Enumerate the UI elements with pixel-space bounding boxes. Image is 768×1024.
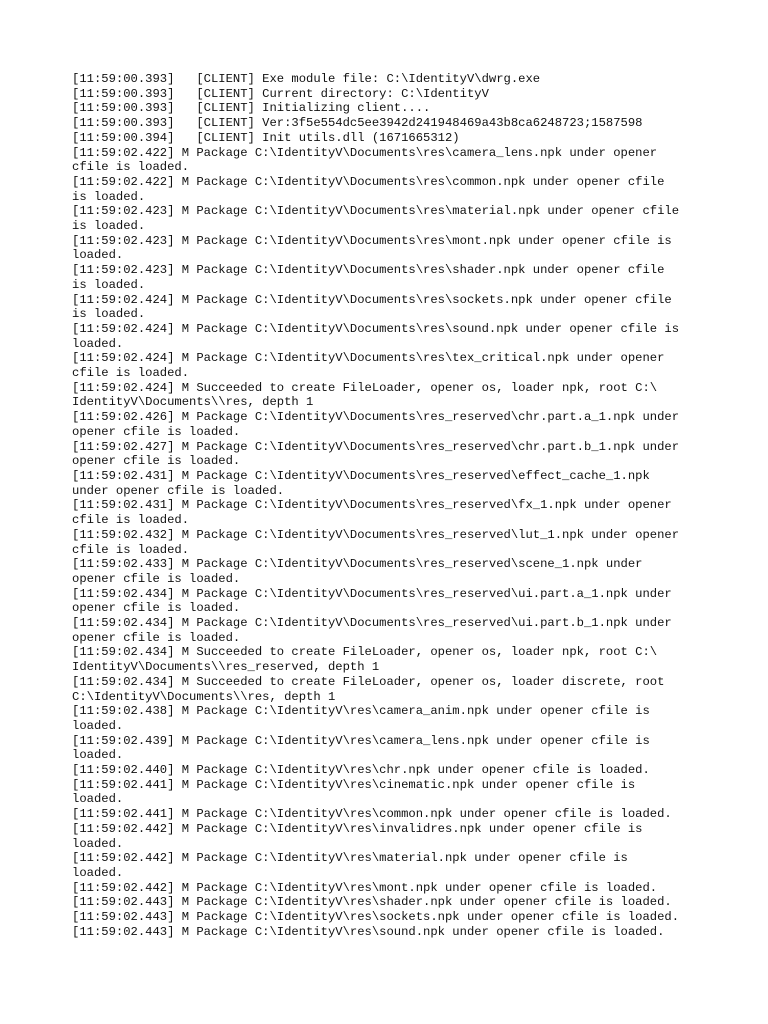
log-line: [11:59:02.424] M Package C:\IdentityV\Documents\res\sockets.npk under opener cfile is loaded. [72, 292, 672, 322]
log-line: [11:59:02.442] M Package C:\IdentityV\res\mont.npk under opener cfile is loaded. [72, 880, 658, 895]
log-line: [11:59:02.422] M Package C:\IdentityV\Documents\res\common.npk under opener cfile is loaded. [72, 174, 665, 204]
log-line: [11:59:00.393] [CLIENT] Current directory: C:\IdentityV [72, 86, 489, 101]
log-line: [11:59:02.440] M Package C:\IdentityV\res\chr.npk under opener cfile is loaded. [72, 763, 650, 778]
log-line: [11:59:02.423] M Package C:\IdentityV\Documents\res\shader.npk under opener cfile is loaded. [72, 263, 665, 292]
log-line: [11:59:02.424] M Succeeded to create FileLoader, opener os, loader npk, root C:\ IdentityV\Documents\\res, depth 1 [72, 380, 658, 410]
log-line: [11:59:02.422] M Package C:\IdentityV\Documents\res\camera_lens.npk under opener cfile is loaded. [72, 145, 658, 175]
log-line: [11:59:00.393] [CLIENT] Exe module file: C:\IdentityV\dwrg.exe [72, 72, 541, 86]
log-line: [11:59:00.393] [CLIENT] Ver:3f5e554dc5ee3942d241948469a43b8ca6248723;1587598 [72, 116, 643, 131]
log-line: [11:59:02.434] M Succeeded to create FileLoader, opener os, loader npk, root C:\ IdentityV\Documents\\res_reserved, depth 1 [72, 645, 658, 675]
log-line: [11:59:02.431] M Package C:\IdentityV\Documents\res_reserved\fx_1.npk under opener cfile is loaded. [72, 498, 672, 528]
log-line: [11:59:02.427] M Package C:\IdentityV\Documents\res_reserved\chr.part.b_1.npk under opener cfile is loaded. [72, 439, 680, 469]
log-line: [11:59:02.441] M Package C:\IdentityV\res\cinematic.npk under opener cfile is loaded. [72, 777, 636, 807]
log-line: [11:59:02.443] M Package C:\IdentityV\res\sockets.npk under opener cfile is loaded. [72, 910, 680, 925]
log-line: [11:59:00.394] [CLIENT] Init utils.dll (1671665312) [72, 130, 460, 145]
log-line: [11:59:02.434] M Package C:\IdentityV\Documents\res_reserved\ui.part.b_1.npk under opener cfile is loaded. [72, 616, 672, 645]
log-line: [11:59:02.432] M Package C:\IdentityV\Documents\res_reserved\lut_1.npk under opener cfile is loaded. [72, 527, 680, 557]
log-text-body [72, 72, 702, 939]
log-line: [11:59:02.439] M Package C:\IdentityV\res\camera_lens.npk under opener cfile is loaded. [72, 733, 650, 763]
log-line: [11:59:02.434] M Succeeded to create FileLoader, opener os, loader discrete, root C:\IdentityV\Documents\\res, depth 1 [72, 674, 665, 704]
log-line: [11:59:02.434] M Package C:\IdentityV\Documents\res_reserved\ui.part.a_1.npk under opener cfile is loaded. [72, 586, 672, 616]
log-line: [11:59:02.423] M Package C:\IdentityV\Documents\res\material.npk under opener cfile is loaded. [72, 204, 680, 234]
log-line: [11:59:02.424] M Package C:\IdentityV\Documents\res\sound.npk under opener cfile is loaded. [72, 321, 680, 351]
log-line: [11:59:02.443] M Package C:\IdentityV\res\sound.npk under opener cfile is loaded. [72, 924, 665, 939]
log-line: [11:59:02.441] M Package C:\IdentityV\res\common.npk under opener cfile is loaded. [72, 807, 672, 822]
log-line: [11:59:02.442] M Package C:\IdentityV\res\material.npk under opener cfile is loaded. [72, 851, 628, 880]
log-line: [11:59:02.443] M Package C:\IdentityV\res\shader.npk under opener cfile is loaded. [72, 895, 672, 910]
log-line: [11:59:02.442] M Package C:\IdentityV\res\invalidres.npk under opener cfile is loaded. [72, 821, 643, 851]
log-line: [11:59:00.393] [CLIENT] Initializing client.... [72, 101, 431, 116]
log-line: [11:59:02.426] M Package C:\IdentityV\Documents\res_reserved\chr.part.a_1.npk under opener cfile is loaded. [72, 410, 680, 439]
log-line: [11:59:02.438] M Package C:\IdentityV\res\camera_anim.npk under opener cfile is loaded. [72, 704, 650, 733]
log-line: [11:59:02.433] M Package C:\IdentityV\Documents\res_reserved\scene_1.npk under opener cfile is loaded. [72, 557, 643, 586]
log-line: [11:59:02.424] M Package C:\IdentityV\Documents\res\tex_critical.npk under opener cfile is loaded. [72, 351, 665, 381]
log-line: [11:59:02.431] M Package C:\IdentityV\Documents\res_reserved\effect_cache_1.npk under opener cfile is loaded. [72, 468, 650, 498]
log-line: [11:59:02.423] M Package C:\IdentityV\Documents\res\mont.npk under opener cfile is loaded. [72, 233, 672, 263]
